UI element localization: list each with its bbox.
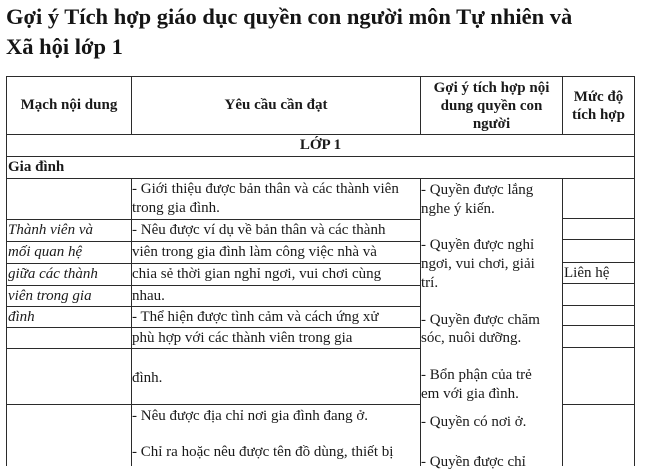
table-border-top: [6, 76, 635, 77]
header-goi-y-line-1: Gợi ý tích hợp nội: [433, 80, 550, 96]
requirement-line: - Nêu được địa chỉ nơi gia đình đang ở.: [132, 408, 369, 424]
rights-line: - Quyền được nghỉ: [421, 237, 535, 253]
rights-line: em với gia đình.: [421, 386, 519, 402]
grade-row-label: LỚP 1: [299, 137, 342, 153]
topic-line: viên trong gia: [8, 288, 92, 304]
requirement-line: - Thể hiện được tình cảm và cách ứng xử: [132, 309, 379, 325]
level-row-rule: [562, 305, 635, 306]
title-line-1: Gợi ý Tích hợp giáo dục quyền con người môn Tự nhiên và: [6, 4, 573, 29]
section-row-label: Gia đình: [8, 159, 65, 175]
level-row-rule: [562, 218, 635, 219]
requirement-line: nhau.: [132, 288, 165, 304]
requirement-line: chia sẻ thời gian nghỉ ngơi, vui chơi cùng: [132, 266, 382, 282]
rights-line: - Quyền có nơi ở.: [421, 414, 527, 430]
header-mach-noi-dung: Mạch nội dung: [20, 97, 118, 113]
requirement-line: viên trong gia đình làm công việc nhà và: [132, 244, 377, 260]
rights-line: - Quyền được chỉ: [421, 454, 526, 470]
requirement-line: trong gia đình.: [132, 200, 220, 216]
integration-level: Liên hệ: [564, 265, 610, 281]
grade-row-bottom-rule: [6, 156, 635, 157]
title-line-2: Xã hội lớp 1: [6, 34, 123, 59]
requirement-line: phù hợp với các thành viên trong gia: [132, 330, 353, 346]
col-divider-3-body: [562, 178, 563, 466]
rights-line: sóc, nuôi dưỡng.: [421, 330, 522, 346]
topic-line: giữa các thành: [8, 266, 98, 282]
requirement-line: - Giới thiệu được bản thân và các thành viên: [132, 181, 399, 197]
header-muc-do-tich-hop: [563, 88, 634, 124]
header-goi-y-line-2: dung quyền con: [440, 98, 543, 114]
block-1-bottom-rule-col4: [562, 404, 635, 405]
topic-line: Thành viên và: [8, 222, 93, 238]
rights-line: - Quyền được lắng: [421, 182, 534, 198]
rights-line: ngơi, vui chơi, giải: [421, 256, 535, 272]
level-row-rule: [562, 325, 635, 326]
topic-line: mối quan hệ: [8, 244, 83, 260]
level-row-rule: [562, 347, 635, 348]
header-goi-y-tich-hop: [421, 79, 562, 133]
rights-line: trí.: [421, 275, 439, 291]
requirement-line: - Chỉ ra hoặc nêu được tên đồ dùng, thiết bị: [132, 444, 394, 460]
level-row-rule: [562, 239, 635, 240]
header-muc-do-line-2: tích hợp: [572, 107, 625, 123]
rights-line: - Quyền được chăm: [421, 312, 540, 328]
requirement-line: - Nêu được ví dụ về bản thân và các thành: [132, 222, 386, 238]
header-goi-y-line-3: người: [472, 116, 511, 132]
header-yeu-cau-can-dat: Yêu cầu cần đạt: [224, 97, 328, 113]
topic-line: đình: [8, 309, 35, 325]
requirement-line: đình.: [132, 370, 163, 386]
rights-line: - Bổn phận của trẻ: [421, 367, 532, 383]
rights-line: nghe ý kiến.: [421, 201, 495, 217]
header-muc-do-line-1: Mức độ: [573, 89, 624, 105]
